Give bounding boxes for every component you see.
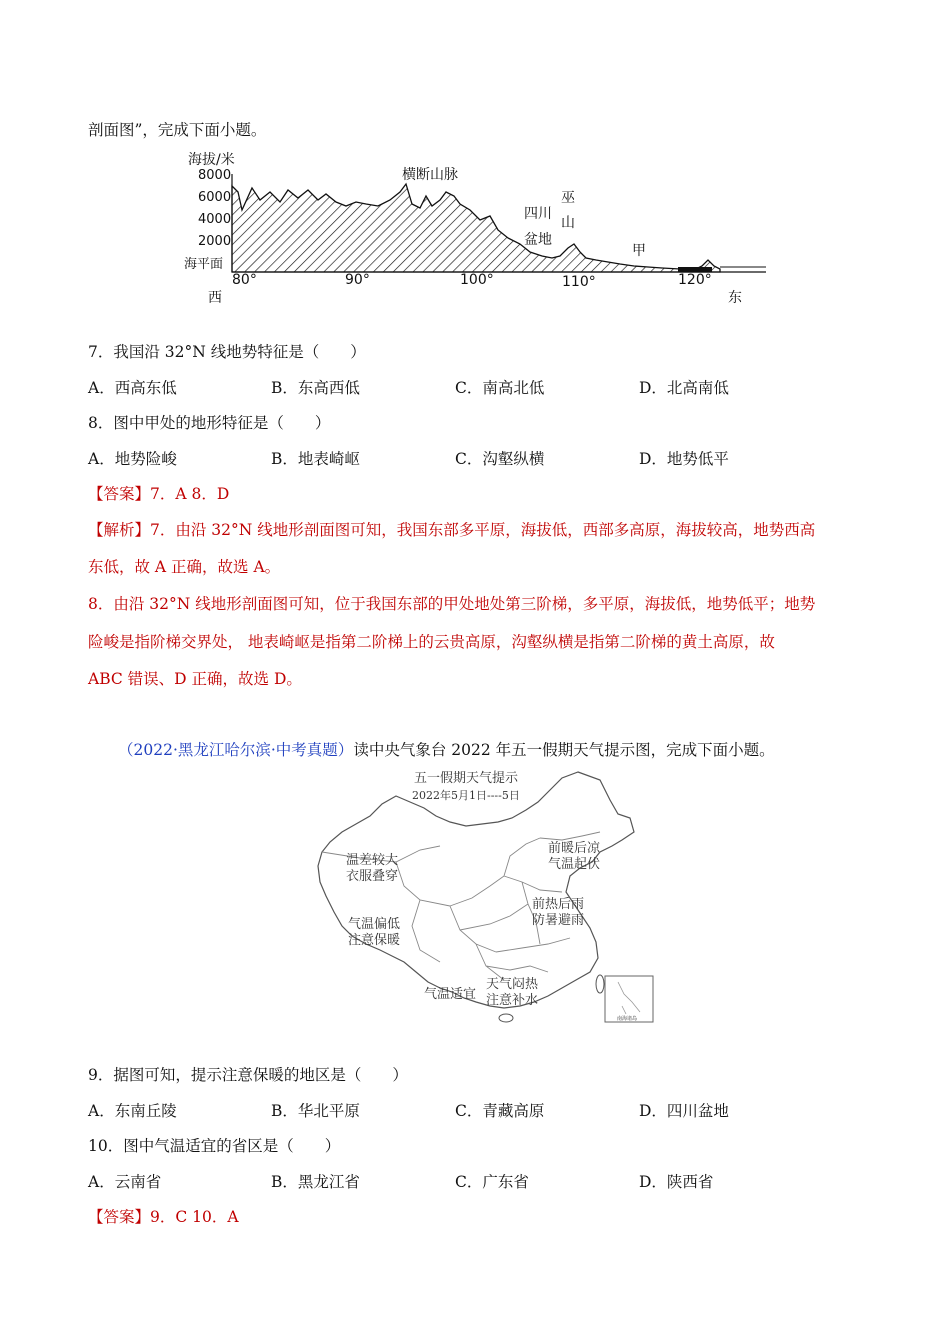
source-tag: （2022·黑龙江哈尔滨·中考真题） [118, 741, 354, 759]
answer-block-2 [88, 1205, 239, 1227]
weather-map-figure [300, 766, 660, 1024]
q9-option-c[interactable]: C．青藏高原 [455, 1102, 545, 1120]
analysis-line-2: 东低，故 A 正确，故选 A。 [88, 558, 281, 576]
note-central-1: 前热后雨 [532, 897, 585, 912]
label-sichuan-1: 四川 [524, 206, 552, 222]
note-south-2: 注意补水 [486, 993, 539, 1008]
x-tick-100: 100° [460, 272, 494, 288]
q7-option-b[interactable]: B．东高西低 [271, 379, 360, 397]
note-nw-2: 衣服叠穿 [346, 869, 399, 884]
label-sichuan-2: 盆地 [524, 232, 552, 248]
answer-text: 7．A 8．D [150, 485, 230, 503]
terrain-profile [232, 184, 720, 272]
q10-option-d[interactable]: D．陕西省 [639, 1173, 714, 1191]
answer-block-1 [88, 482, 229, 504]
q8-option-d[interactable]: D．地势低平 [639, 450, 729, 468]
q10-stem: 10．图中气温适宜的省区是（ ） [88, 1137, 341, 1155]
answer-text-2: 9．C 10．A [150, 1208, 239, 1226]
note-ne-2: 气温起伏 [548, 857, 601, 872]
note-ne-1: 前暖后凉 [548, 841, 601, 856]
y-tick-4000: 4000 [198, 212, 232, 227]
q10-option-c[interactable]: C．广东省 [455, 1173, 529, 1191]
intro-2-text: 读中央气象台 2022 年五一假期天气提示图，完成下面小题。 [353, 741, 775, 759]
terrain-profile-figure [180, 148, 780, 310]
map-title: 五一假期天气提示 [414, 771, 519, 786]
y-tick-2000: 2000 [198, 234, 232, 249]
taiwan-island [596, 975, 604, 993]
analysis-line-5: ABC 错误、D 正确，故选 D。 [88, 670, 302, 688]
note-south-1: 天气闷热 [486, 977, 539, 992]
label-shan: 山 [561, 215, 575, 231]
analysis-line-4: 险峻是指阶梯交界处， 地表崎岖是指第二阶梯上的云贵高原，沟壑纵横是指第二阶梯的黄土高原，故 [88, 633, 775, 651]
hainan-island [499, 1014, 513, 1022]
label-hengduan: 横断山脉 [402, 167, 458, 183]
y-tick-6000: 6000 [198, 190, 232, 205]
analysis-tag: 【解析】 [88, 521, 151, 539]
y-tick-8000: 8000 [198, 168, 232, 183]
label-wu: 巫 [561, 190, 575, 206]
intro-2 [118, 738, 775, 760]
q7-option-d[interactable]: D．北高南低 [639, 379, 729, 397]
q9-stem: 9．据图可知，提示注意保暖的地区是（ ） [88, 1066, 408, 1084]
note-yunnan: 气温适宜 [424, 987, 477, 1002]
q9-option-a[interactable]: A．东南丘陵 [88, 1102, 177, 1120]
analysis-line-1: 【解析】7．由沿 32°N 线地形剖面图可知，我国东部多平原，海拔低，西部多高原，海拔较高，地势西高 [88, 521, 816, 539]
q7-stem: 7．我国沿 32°N 线地势特征是（ ） [88, 343, 366, 361]
china-outline [318, 772, 634, 1008]
q8-option-a[interactable]: A．地势险峻 [88, 450, 177, 468]
x-tick-90: 90° [345, 272, 370, 288]
note-nw-1: 温差较大 [346, 853, 399, 868]
q10-option-b[interactable]: B．黑龙江省 [271, 1173, 360, 1191]
q8-option-c[interactable]: C．沟壑纵横 [455, 450, 545, 468]
inset-label: 南海诸岛 [617, 1016, 638, 1022]
analysis-line-3: 8．由沿 32°N 线地形剖面图可知，位于我国东部的甲处地处第三阶梯，多平原，海拔低，地势低平；地势 [88, 595, 816, 613]
intro-text: 剖面图”，完成下面小题。 [88, 121, 267, 139]
q10-option-a[interactable]: A．云南省 [88, 1173, 162, 1191]
x-tick-110: 110° [562, 274, 596, 290]
y-axis-label: 海拔/米 [188, 152, 235, 168]
note-tibet-2: 注意保暖 [348, 933, 401, 948]
q9-option-d[interactable]: D．四川盆地 [639, 1102, 729, 1120]
x-tick-120: 120° [678, 272, 712, 288]
answer-tag-2: 【答案】 [88, 1208, 151, 1226]
y-tick-sea-level: 海平面 [184, 257, 224, 272]
x-tick-80: 80° [232, 272, 257, 288]
label-jia: 甲 [632, 243, 646, 259]
answer-tag: 【答案】 [88, 485, 151, 503]
note-tibet-1: 气温偏低 [348, 917, 401, 932]
label-east: 东 [728, 290, 742, 306]
q8-option-b[interactable]: B．地表崎岖 [271, 450, 360, 468]
q9-option-b[interactable]: B．华北平原 [271, 1102, 360, 1120]
label-west: 西 [208, 290, 222, 306]
q7-option-a[interactable]: A．西高东低 [88, 379, 177, 397]
note-central-2: 防暑避雨 [532, 913, 585, 928]
q7-option-c[interactable]: C．南高北低 [455, 379, 545, 397]
map-dates: 2022年5月1日----5日 [412, 789, 520, 802]
q8-stem: 8．图中甲处的地形特征是（ ） [88, 414, 331, 432]
